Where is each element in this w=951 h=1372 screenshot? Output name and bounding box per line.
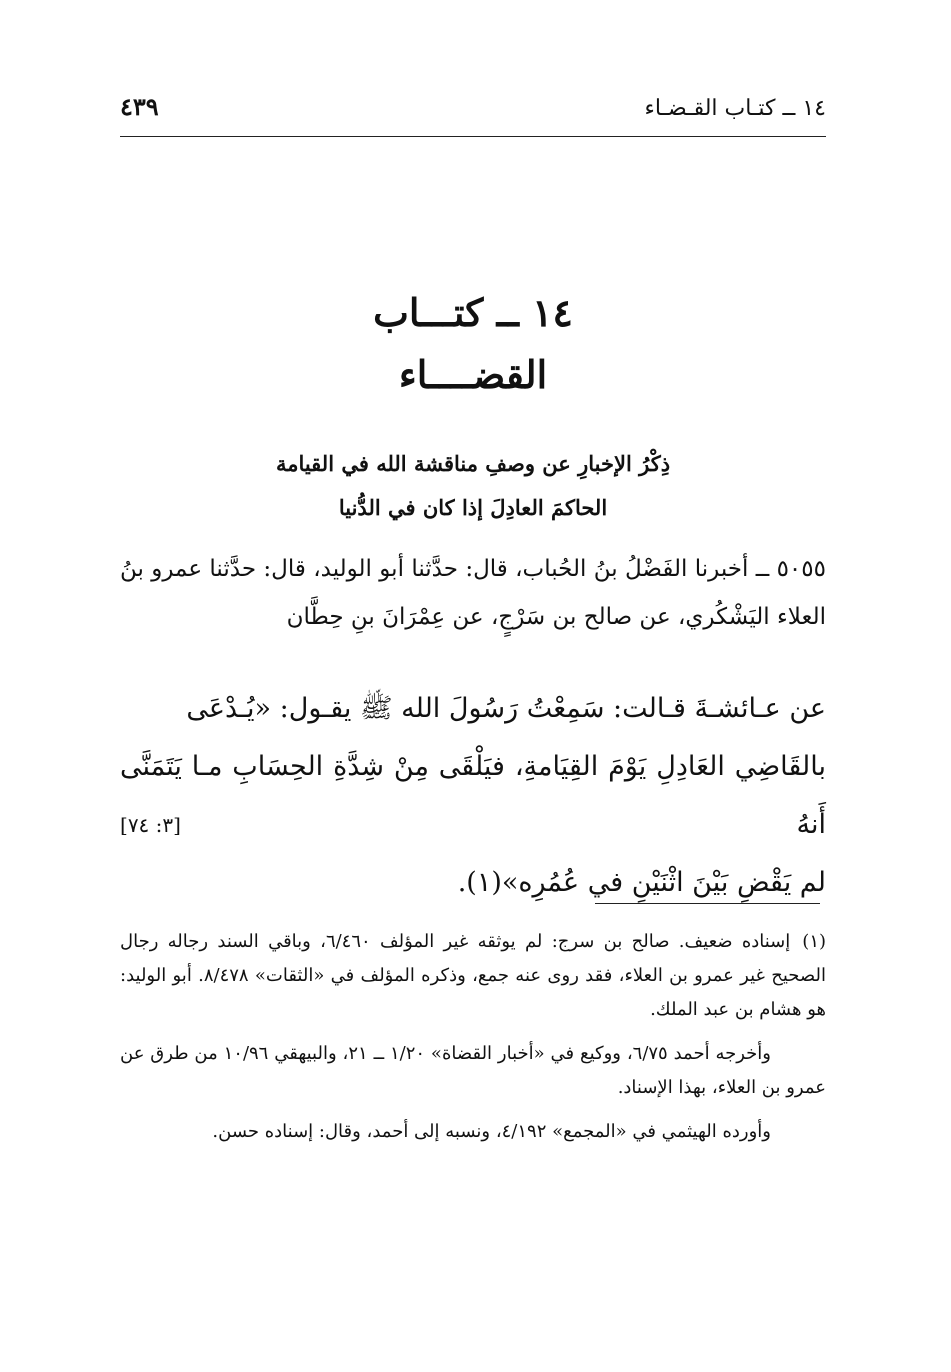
hadith-chain: ٥٠٥٥ ــ أخبرنا الفَضْلُ بنُ الحُباب، قال: حدَّثنا أبو الوليد، قال: حدَّثنا عمرو بنُ العلاء اليَشْكُري، عن صالح بن سَرْجٍ، عن عِمْرَانَ بنِ حِطَّان	[120, 556, 826, 630]
footnote-divider	[595, 903, 820, 904]
running-header	[120, 90, 826, 130]
book-title-line-2: القضــــاء	[398, 352, 548, 397]
book-title-line-1: ١٤ ــ كتـــاب	[373, 290, 573, 335]
hadith-text-line-3: لم يَقْضِ بَيْنَ اثْنَيْنِ في عُمُرِه»(١).	[457, 867, 826, 898]
section-heading-line-1: ذِكْرُ الإخبارِ عن وصفِ مناقشة الله في القيامة	[275, 451, 671, 476]
section-heading	[120, 442, 826, 530]
footnote-number: (١)	[802, 931, 827, 952]
book-title	[120, 282, 826, 406]
footnote-1-para-2: وأخرجه أحمد ٦/٧٥، ووكيع في «أخبار القضاة» ١/٢٠ ــ ٢١، والبيهقي ١٠/٩٦ من طرق عن عمرو بن العلاء، بهذا الإسناد.	[120, 1043, 826, 1098]
page-number: ٤٣٩	[120, 92, 159, 121]
section-heading-line-2: الحاكمَ العادِلَ إذا كان في الدُّنيا	[338, 495, 608, 520]
hadith-text-line-2: بالقَاضِي العَادِلِ يَوْمَ القِيَامةِ، فيَلْقَى مِنْ شِدَّةِ الحِسَابِ مـا يَتَمَنَّى أَنهُ	[120, 751, 826, 840]
footnotes	[120, 925, 826, 1159]
footnote-text: إسناده ضعيف. صالح بن سرج: لم يوثقه غير المؤلف ٦/٤٦٠، وباقي السند رجاله رجال الصحيح غير عمرو بن العلاء، فقد روى عنه جمع، وذكره المؤلف في «الثقات» ٨/٤٧٨. أبو الوليد: هو هشام بن عبد الملك.	[120, 931, 827, 1020]
footnote-1-para-3: وأورده الهيثمي في «المجمع» ٤/١٩٢، ونسبه إلى أحمد، وقال: إسناده حسن.	[212, 1121, 771, 1142]
footnote-1-para-1	[120, 925, 826, 1027]
running-title: ١٤ ــ كتـاب القـضـاء	[644, 96, 826, 121]
hadith-text	[120, 680, 826, 912]
hadith-reference: [٣: ٧٤]	[120, 813, 181, 837]
hadith-text-line-1: عن عـائشـةَ قـالت: سَمِعْتُ رَسُولَ الله ﷺ يقـول: «يُـدْعَى	[186, 693, 826, 724]
header-divider	[120, 136, 826, 137]
